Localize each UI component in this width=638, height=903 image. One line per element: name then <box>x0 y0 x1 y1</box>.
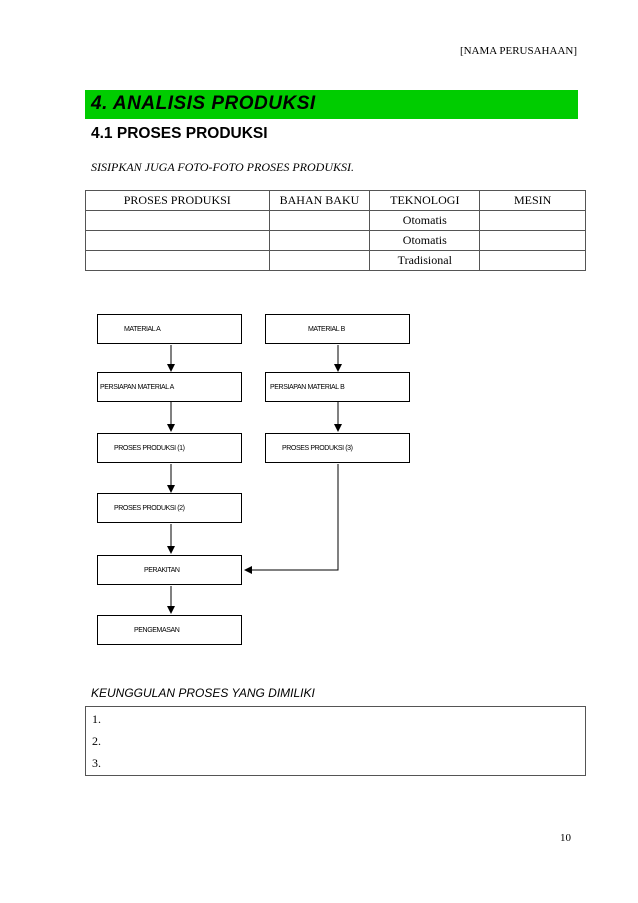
flow-box-prep-a: PERSIAPAN MATERIAL A <box>97 372 242 402</box>
flow-box-material-a: MATERIAL A <box>97 314 242 344</box>
col-header-mesin: MESIN <box>480 191 586 211</box>
list-item: 2. <box>92 734 101 748</box>
arrow-proc-3-to-assembly <box>245 464 338 570</box>
flow-box-assembly: PERAKITAN <box>97 555 242 585</box>
flow-box-prep-b: PERSIAPAN MATERIAL B <box>265 372 410 402</box>
flow-box-packaging: PENGEMASAN <box>97 615 242 645</box>
col-header-teknologi: TEKNOLOGI <box>370 191 480 211</box>
list-item: 3. <box>92 756 101 770</box>
section-title: 4. ANALISIS PRODUKSI <box>91 93 316 114</box>
page-number: 10 <box>560 832 571 844</box>
subsection-title: 4.1 PROSES PRODUKSI <box>91 125 268 142</box>
flow-box-proc-2: PROSES PRODUKSI (2) <box>97 493 242 523</box>
table-cell[interactable]: Otomatis <box>370 231 480 251</box>
flow-box-proc-1: PROSES PRODUKSI (1) <box>97 433 242 463</box>
table-cell[interactable]: Otomatis <box>370 211 480 231</box>
company-name-header: [NAMA PERUSAHAAN] <box>459 45 577 57</box>
list-item: 1. <box>92 712 101 726</box>
instruction-note: SISIPKAN JUGA FOTO-FOTO PROSES PRODUKSI. <box>91 160 354 174</box>
col-header-bahan: BAHAN BAKU <box>269 191 370 211</box>
advantages-title: KEUNGGULAN PROSES YANG DIMILIKI <box>91 686 315 700</box>
flow-box-proc-3: PROSES PRODUKSI (3) <box>265 433 410 463</box>
table-cell[interactable]: Tradisional <box>370 251 480 271</box>
flow-box-material-b: MATERIAL B <box>265 314 410 344</box>
col-header-proses: PROSES PRODUKSI <box>86 191 270 211</box>
advantages-box[interactable] <box>85 706 586 776</box>
